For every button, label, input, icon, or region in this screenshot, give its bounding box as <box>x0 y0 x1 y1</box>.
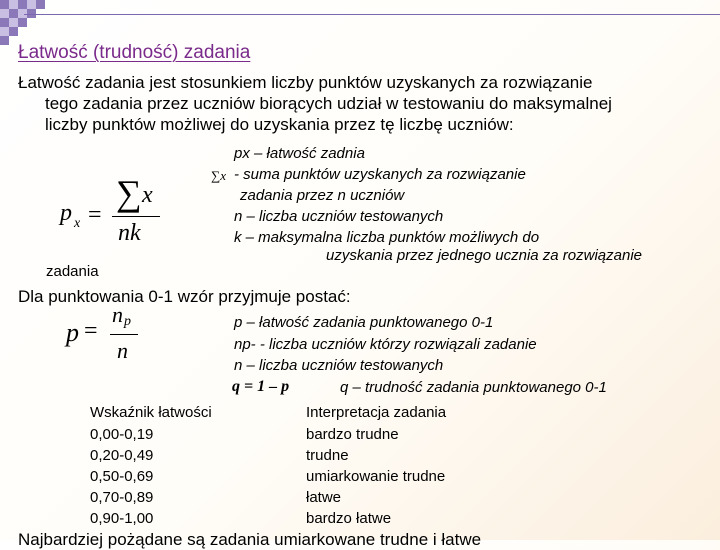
binary-intro: Dla punktowania 0-1 wzór przyjmuje postać: <box>18 287 351 306</box>
table-cell-range: 0,70-0,89 <box>90 489 154 506</box>
table-cell-interpretation: bardzo trudne <box>306 426 399 443</box>
slide-title: Łatwość (trudność) zadania <box>18 42 251 63</box>
fraction-bar <box>112 216 160 217</box>
footer-note: Najbardziej pożądane są zadania umiarkowane trudne i łatwe <box>18 530 482 549</box>
def2-p: p – łatwość zadania punktowanego 0-1 <box>234 314 494 331</box>
header-rule <box>24 14 720 15</box>
formula2-numerator-sub: p <box>124 314 131 329</box>
formula2-lhs: p <box>66 318 79 347</box>
table-cell-range: 0,00-0,19 <box>90 426 154 443</box>
table-cell-range: 0,90-1,00 <box>90 510 154 527</box>
table-header-interpretation: Interpretacja zadania <box>306 404 447 421</box>
def2-np: np- - liczba uczniów którzy rozwiązali zadanie <box>234 336 537 353</box>
formula2-numerator: n <box>112 302 123 327</box>
formula2-denominator: n <box>117 338 128 363</box>
def-k: k – maksymalna liczba punktów możliwych do <box>234 229 540 246</box>
formula-numerator-var: x <box>142 182 153 208</box>
table-cell-range: 0,20-0,49 <box>90 447 154 464</box>
def-k-end: zadania <box>46 263 99 280</box>
table-header-index: Wskaźnik łatwości <box>90 404 212 421</box>
def-n: n – liczba uczniów testowanych <box>234 208 444 225</box>
table-cell-interpretation: umiarkowanie trudne <box>306 468 446 485</box>
def-sum-symbol: ∑x <box>211 168 227 183</box>
def-sum-continued: zadania przez n uczniów <box>240 187 405 204</box>
def-k-continued: uzyskania przez jednego ucznia za rozwiązanie <box>326 247 643 264</box>
q-formula: q = 1 – p <box>232 378 290 395</box>
intro-paragraph <box>18 72 718 135</box>
formula-lhs: p <box>60 200 72 226</box>
def-px: px – łatwość zadnia <box>234 145 365 162</box>
table-cell-interpretation: łatwe <box>306 489 342 506</box>
intro-line: liczby punktów możliwej do uzyskania przez tę liczbę uczniów: <box>45 115 514 134</box>
table-cell-interpretation: bardzo łatwe <box>306 510 392 527</box>
def-sum: - suma punktów uzyskanych za rozwiązanie <box>234 166 526 183</box>
intro-line: Łatwość zadania jest stosunkiem liczby punktów uzyskanych za rozwiązanie <box>18 73 593 92</box>
table-cell-interpretation: trudne <box>306 447 349 464</box>
intro-line: tego zadania przez uczniów biorących udział w testowaniu do maksymalnej <box>45 94 612 113</box>
formula-equals: = <box>88 202 102 228</box>
table-cell-range: 0,50-0,69 <box>90 468 154 485</box>
fraction-bar <box>110 334 138 335</box>
sum-icon: ∑ <box>116 173 142 213</box>
formula2-equals: = <box>84 318 98 344</box>
formula-denominator: nk <box>118 220 141 246</box>
def2-q: q – trudność zadania punktowanego 0-1 <box>340 379 607 396</box>
def2-n: n – liczba uczniów testowanych <box>234 357 444 374</box>
formula-lhs-subscript: x <box>74 216 81 231</box>
